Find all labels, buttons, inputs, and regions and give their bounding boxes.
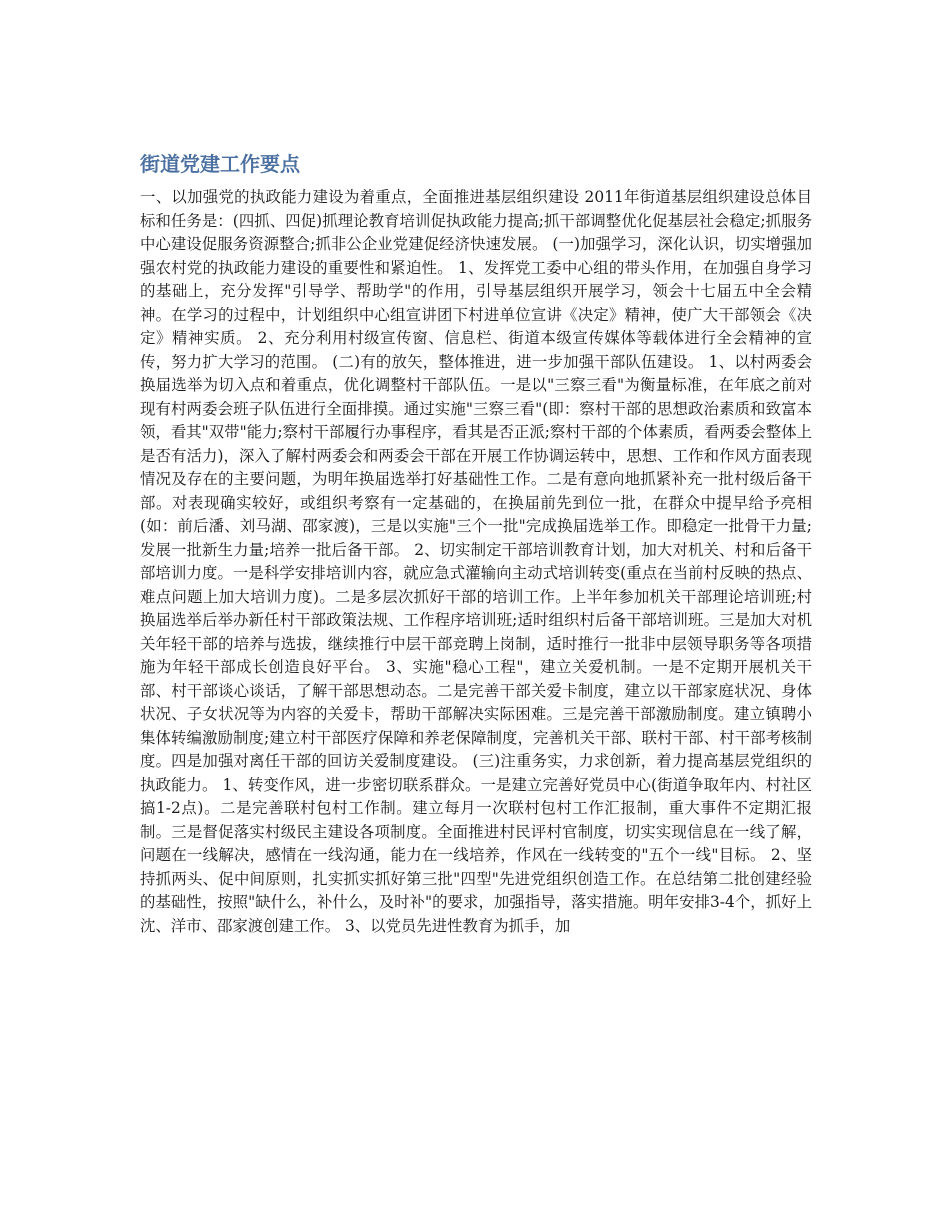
- document-title: 街道党建工作要点: [140, 152, 300, 176]
- body-paragraph: 一、以加强党的执政能力建设为着重点，全面推进基层组织建设 2011年街道基层组织建设总体目标和任务是：(四抓、四促)抓理论教育培训促执政能力提高;抓干部调整优化促基层社会稳定;抓服务中心建设促服务资源整合;抓非公企业党建促经济快速发展。 (一)加强学习，深化认识，切实增强加强农村党的执政能力建设的重要性和紧迫性。 1、发挥党工委中心组的带头作用，在加强自身学习的基础上，充分发挥"引导学、帮助学"的作用，引导基层组织开展学习，领会十七届五中全会精神。在学习的过程中，计划组织中心组宣讲团下村进单位宣讲《决定》精神，使广大干部领会《决定》精神实质。 2、充分利用村级宣传窗、信息栏、街道本级宣传媒体等载体进行全会精神的宣传，努力扩大学习的范围。 (二)有的放矢，整体推进，进一步加强干部队伍建设。 1、以村两委会换届选举为切入点和着重点，优化调整村干部队伍。一是以"三察三看"为衡量标准，在年底之前对现有村两委会班子队伍进行全面排摸。通过实施"三察三看"(即：察村干部的思想政治素质和致富本领，看其"双带"能力;察村干部履行办事程序，看其是否正派;察村干部的个体素质，看两委会整体上是否有活力)，深入了解村两委会和两委会干部在开展工作协调运转中，思想、工作和作风方面表现情况及存在的主要问题，为明年换届选举打好基础性工作。二是有意向地抓紧补充一批村级后备干部。对表现确实较好，或组织考察有一定基础的，在换届前先到位一批，在群众中提早给予亮相(如：前后潘、刘马湖、邵家渡)，三是以实施"三个一批"完成换届选举工作。即稳定一批骨干力量;发展一批新生力量;培养一批后备干部。 2、切实制定干部培训教育计划，加大对机关、村和后备干部培训力度。一是科学安排培训内容，就应急式灌输向主动式培训转变(重点在当前村反映的热点、难点问题上加大培训力度)。二是多层次抓好干部的培训工作。上半年参加机关干部理论培训班;村换届选举后举办新任村干部政策法规、工作程序培训班;适时组织村后备干部培训班。三是加大对机关年轻干部的培养与选拔，继续推行中层干部竞聘上岗制，适时推行一批非中层领导职务等各项措施为年轻干部成长创造良好平台。 3、实施"稳心工程"，建立关爱机制。一是不定期开展机关干部、村干部谈心谈话，了解干部思想动态。二是完善干部关爱卡制度，建立以干部家庭状况、身体状况、子女状况等为内容的关爱卡，帮助干部解决实际困难。三是完善干部激励制度。建立镇聘小集体转编激励制度;建立村干部医疗保障和养老保障制度，完善机关干部、联村干部、村干部考核制度。四是加强对离任干部的回访关爱制度建设。 (三)注重务实，力求创新，着力提高基层党组织的执政能力。 1、转变作风，进一步密切联系群众。一是建立完善好党员中心(街道争取年内、村社区搞1-2点)。二是完善联村包村工作制。建立每月一次联村包村工作汇报制，重大事件不定期汇报制。三是督促落实村级民主建设各项制度。全面推进村民评村官制度，切实实现信息在一线了解，问题在一线解决，感情在一线沟通，能力在一线培养，作风在一线转变的"五个一线"目标。 2、坚持抓两头、促中间原则，扎实抓实抓好第三批"四型"先进党组织创造工作。在总结第二批创建经验的基础性，按照"缺什么，补什么，及时补"的要求，加强指导，落实措施。明年安排3-4个，抓好上沈、洋市、邵家渡创建工作。 3、以党员先进性教育为抓手，加: [140, 188, 812, 935]
- document-page: [140, 150, 812, 938]
